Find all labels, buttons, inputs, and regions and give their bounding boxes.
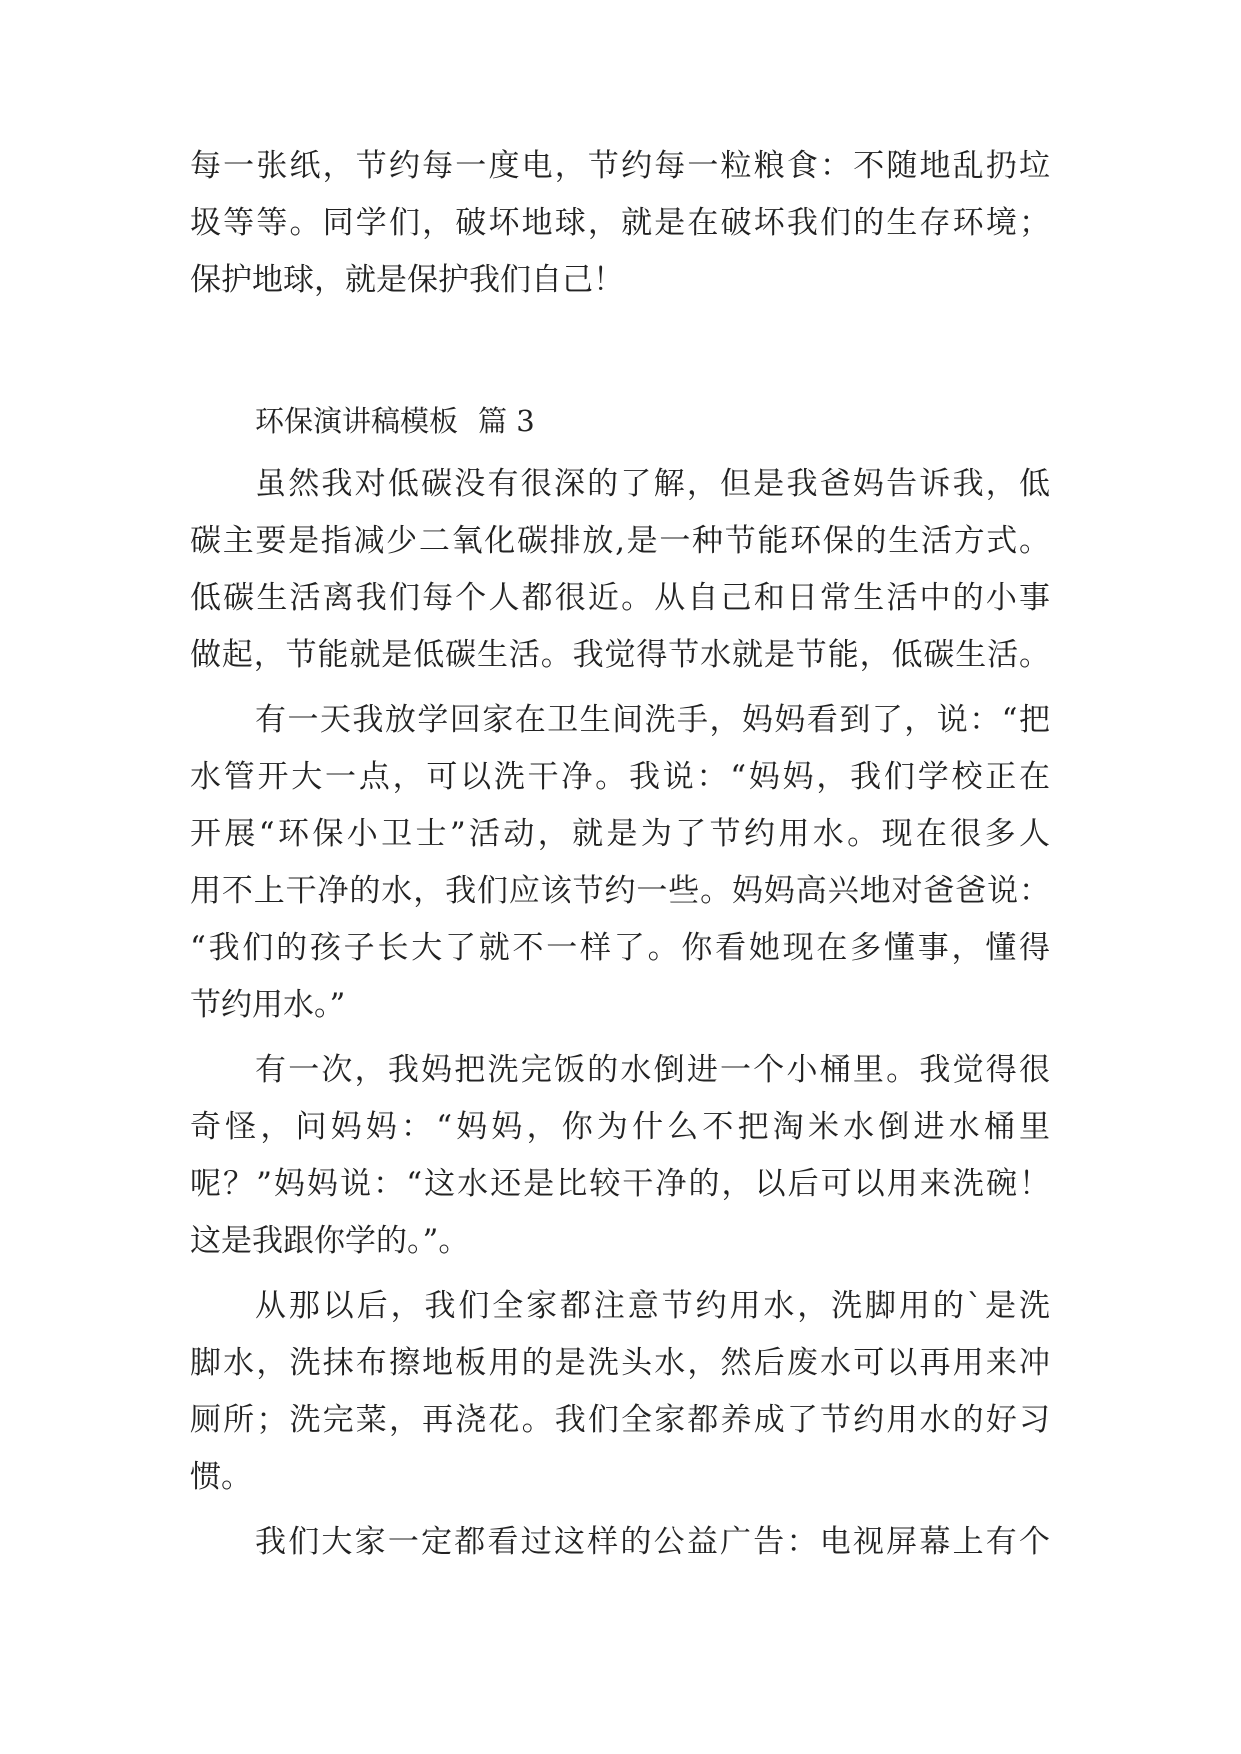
text-line: 用不上干净的水，我们应该节约一些。妈妈高兴地对爸爸说： xyxy=(190,873,1050,909)
text-line: 虽然我对低碳没有很深的了解，但是我爸妈告诉我，低 xyxy=(255,466,1050,502)
text-line: 做起，节能就是低碳生活。我觉得节水就是节能，低碳生活。 xyxy=(190,637,1050,673)
text-line: 我们大家一定都看过这样的公益广告：电视屏幕上有个 xyxy=(255,1524,1050,1560)
text-line: 每一张纸，节约每一度电，节约每一粒粮食：不随地乱扔垃 xyxy=(190,148,1050,184)
text-line: 开展“环保小卫士”活动，就是为了节约用水。现在很多人 xyxy=(190,816,1050,852)
section-tag: 篇 3 xyxy=(478,404,535,438)
text-line: 圾等等。同学们，破坏地球，就是在破坏我们的生存环境； xyxy=(190,205,1050,241)
text-line: 水管开大一点，可以洗干净。我说：“妈妈，我们学校正在 xyxy=(190,759,1050,795)
section-heading xyxy=(255,396,535,446)
text-line: 低碳生活离我们每个人都很近。从自己和日常生活中的小事 xyxy=(190,580,1050,616)
text-line: 脚水，洗抹布擦地板用的是洗头水，然后废水可以再用来冲 xyxy=(190,1345,1050,1381)
text-line: 碳主要是指减少二氧化碳排放,是一种节能环保的生活方式。 xyxy=(190,523,1050,559)
text-line: 惯。 xyxy=(190,1459,252,1495)
text-line: 这是我跟你学的。”。 xyxy=(190,1223,470,1259)
text-line: 奇怪，问妈妈：“妈妈，你为什么不把淘米水倒进水桶里 xyxy=(190,1109,1050,1145)
text-line: 节约用水。” xyxy=(190,987,346,1023)
text-line: 从那以后，我们全家都注意节约用水，洗脚用的`是洗 xyxy=(255,1288,1050,1324)
text-line: 呢？”妈妈说：“这水还是比较干净的，以后可以用来洗碗！ xyxy=(190,1166,1050,1202)
text-line: 厕所；洗完菜，再浇花。我们全家都养成了节约用水的好习 xyxy=(190,1402,1050,1438)
text-line: 有一次，我妈把洗完饭的水倒进一个小桶里。我觉得很 xyxy=(255,1052,1050,1088)
section-title: 环保演讲稿模板 xyxy=(255,404,459,438)
text-line: 有一天我放学回家在卫生间洗手，妈妈看到了，说：“把 xyxy=(255,702,1050,738)
text-line: 保护地球，就是保护我们自己！ xyxy=(190,262,624,298)
text-line: “我们的孩子长大了就不一样了。你看她现在多懂事，懂得 xyxy=(190,930,1050,966)
